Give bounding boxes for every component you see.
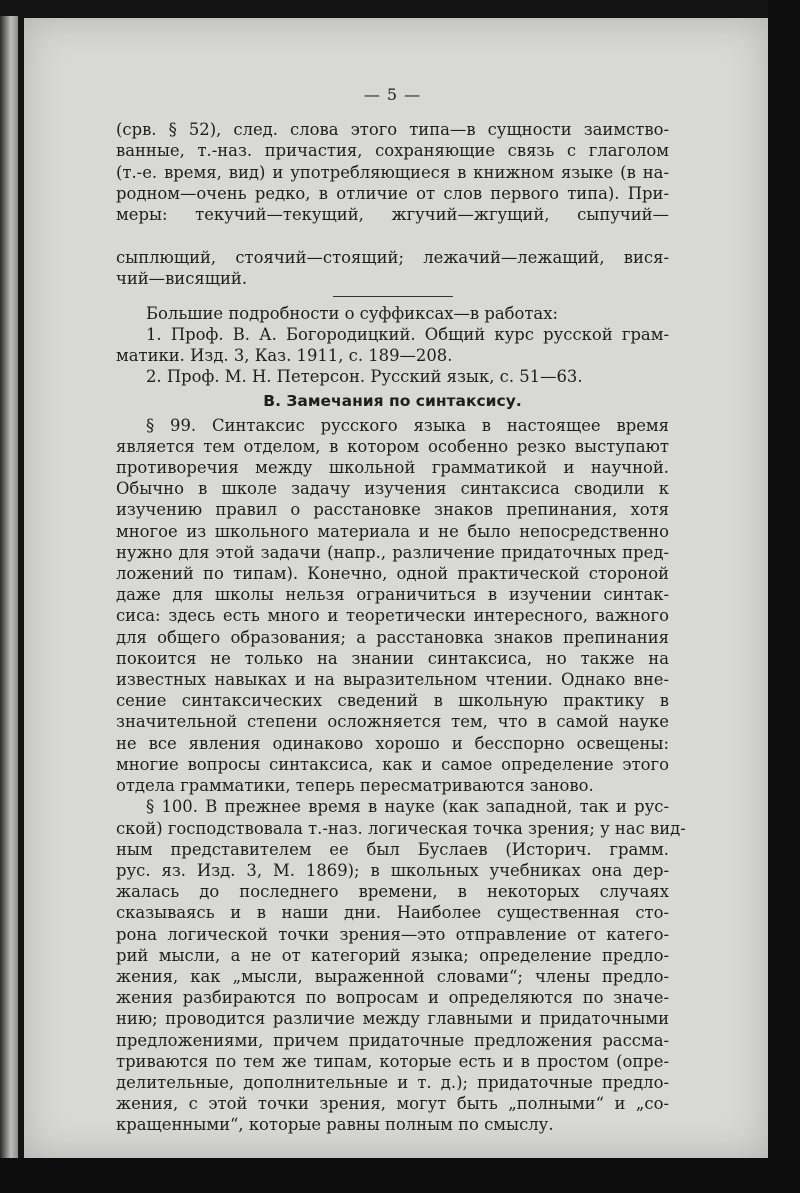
text-line: не все явления одинаково хорошо и бесспорно освещены: [116, 733, 669, 753]
references [116, 303, 669, 388]
text-line: родном—очень редко, в отличие от слов первого типа). При- [116, 183, 669, 203]
text-line: является тем отделом, в котором особенно резко выступают [116, 436, 669, 456]
text-line: кращенными“, которые равны полным по смыслу. [116, 1115, 554, 1135]
text-line: сиса: здесь есть много и теоретически интересного, важного [116, 606, 669, 626]
text-line: сение синтаксических сведений в школьную практику в [116, 691, 669, 711]
text-line: нужно для этой задачи (напр., различение придаточных пред- [116, 542, 669, 562]
scan-border-right [768, 0, 800, 1193]
references-intro: Большие подробности о суффиксах—в работах: [146, 303, 558, 323]
text-line: значительной степени осложняется тем, что в самой науке [116, 712, 669, 732]
text-line: ванные, т.-наз. причастия, сохраняющие связь с глаголом [116, 141, 669, 161]
text-line: рона логической точки зрения—это отправление от катего- [116, 924, 669, 944]
text-line: рус. яз. Изд. 3, М. 1869); в школьных учебниках она дер- [116, 860, 669, 880]
paragraph-99 [116, 415, 669, 797]
text-line: предложениями, причем придаточные предложения рассма- [116, 1030, 669, 1050]
text-line: покоится не только на знании синтаксиса, но также на [116, 648, 669, 668]
text-line: нию; проводится различие между главными и придаточными [116, 1009, 669, 1029]
text-line: триваются по тем же типам, которые есть и в простом (опре- [116, 1051, 669, 1071]
text-line: многое из школьного материала и не было непосредственно [116, 521, 669, 541]
text-line: § 100. В прежнее время в науке (как западной, так и рус- [146, 797, 669, 817]
text-line: отдела грамматики, теперь пересматриваются заново. [116, 776, 594, 796]
text-line: Обычно в школе задачу изучения синтаксиса сводили к [116, 479, 669, 499]
section-heading: В. Замечания по синтаксису. [263, 392, 522, 411]
text-line: сыплющий, стоячий—стоящий; лежачий—лежащий, вися- [116, 248, 669, 268]
text-line: известных навыках и на выразительном чтении. Однако вне- [116, 670, 669, 690]
text-line: § 99. Синтаксис русского языка в настоящее время [146, 415, 669, 435]
text-line: рий мысли, а не от категорий языка; определение предло- [116, 945, 669, 965]
section-divider [333, 296, 453, 297]
text-line: жения разбираются по вопросам и определяются по значе- [116, 988, 669, 1008]
text-line: жения, с этой точки зрения, могут быть „полными“ и „со- [116, 1094, 669, 1114]
text-line: жалась до последнего времени, в некоторых случаях [116, 882, 669, 902]
page-number: — 5 — [363, 85, 422, 104]
text-line: ской) господствовала т.-наз. логическая точка зрения; у нас вид- [116, 818, 686, 838]
text-line: многие вопросы синтаксиса, как и самое определение этого [116, 754, 669, 774]
text-line: изучению правил о расстановке знаков препинания, хотя [116, 500, 669, 520]
text-line: жения, как „мысли, выраженной словами“; члены предло- [116, 966, 669, 986]
text-line: меры: текучий—текущий, жгучий—жгущий, сыпучий— [116, 205, 669, 225]
text-line: противоречия между школьной грамматикой и научной. [116, 458, 669, 478]
reference-item: 2. Проф. М. Н. Петерсон. Русский язык, с. 51—63. [146, 367, 583, 387]
text-line: (срв. § 52), след. слова этого типа—в сущности заимство- [116, 120, 669, 140]
paragraph-continuation [116, 119, 669, 289]
page-text [116, 84, 686, 1136]
text-line: даже для школы нельзя ограничиться в изучении синтак- [116, 585, 669, 605]
reference-item: 1. Проф. В. А. Богородицкий. Общий курс русской грам- [146, 324, 669, 344]
text-line: для общего образования; а расстановка знаков препинания [116, 627, 669, 647]
text-line: чий—висящий. [116, 269, 248, 289]
text-line: ложений по типам). Конечно, одной практической стороной [116, 564, 669, 584]
previous-page-edge [0, 16, 18, 1176]
paragraph-100 [116, 796, 686, 1135]
reference-item: матики. Изд. 3, Каз. 1911, с. 189—208. [116, 346, 453, 366]
scan-border-bottom [0, 1158, 800, 1193]
text-line: делительные, дополнительные и т. д.); придаточные предло- [116, 1072, 669, 1092]
text-line: сказываясь и в наши дни. Наиболее существенная сто- [116, 903, 669, 923]
text-line: ным представителем ее был Буслаев (Историч. грамм. [116, 839, 669, 859]
text-line: (т.-е. время, вид) и употребляющиеся в книжном языке (в на- [116, 162, 669, 182]
